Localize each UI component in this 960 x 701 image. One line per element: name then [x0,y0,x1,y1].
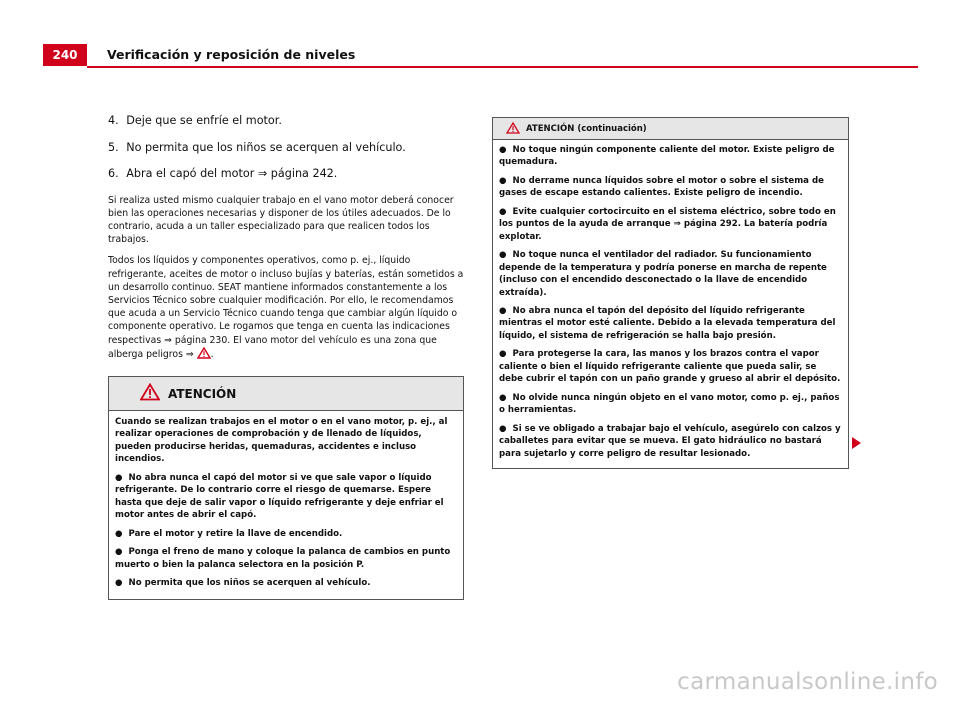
attention-bullet-text: No permita que los niños se acerquen al vehículo. [128,577,371,588]
paragraph-intro: Si realiza usted mismo cualquier trabajo en el vano motor deberá conocer bien las operaciones necesarias y disponer de los útiles adecuados. De lo contrario, acuda a un taller especializado para que realicen todos los trabajos. [108,194,454,246]
attention-bullet-text: Evite cualquier cortocircuito en el sistema eléctrico, sobre todo en los puntos de la ayuda de arranque ⇒ página 292. La batería podría explotar. [499,206,836,242]
attention-bullet: ● No permita que los niños se acerquen al vehículo. [115,577,371,588]
watermark: carmanualsonline.info [677,669,938,695]
step-number: 4. [108,114,119,127]
continue-arrow-icon [852,434,861,453]
left-column [108,114,464,371]
attention-bullet: ● No abra nunca el tapón del depósito del líquido refrigerante mientras el motor esté caliente. Debido a la elevada temperatura del líquido, el sistema de refrigeración se halla bajo presión. [499,305,836,341]
attention-bullet: ● Para protegerse la cara, las manos y los brazos contra el vapor caliente o bien el líquido refrigerante caliente que pueda salir, se debe cubrir el tapón con un paño grande y grueso al abrir el depósito. [499,349,841,385]
attention-bullet: ● No toque nunca el ventilador del radiador. Su funcionamiento depende de la temperatura y podría ponerse en marcha de repente (incluso con el encendido desconectado o la llave de encendido extraída). [499,250,827,298]
attention-continued-box [492,117,849,469]
attention-bullet-text: No derrame nunca líquidos sobre el motor o sobre el sistema de gases de escape estando calientes. Existe peligro de incendio. [499,175,824,199]
attention-continued-title: ATENCIÓN (continuación) [526,123,647,134]
attention-bullet: ● Pare el motor y retire la llave de encendido. [115,528,343,539]
step-text: Deje que se enfríe el motor. [126,114,282,127]
attention-bullet-text: No olvide nunca ningún objeto en el vano motor, como p. ej., paños o herramientas. [499,392,840,416]
attention-bullet: ● Evite cualquier cortocircuito en el sistema eléctrico, sobre todo en los puntos de la ayuda de arranque ⇒ página 292. La batería podría explotar. [499,206,836,242]
attention-bullet-text: Para protegerse la cara, las manos y los brazos contra el vapor caliente o bien el líquido refrigerante caliente que pueda salir, se debe cubrir el tapón con un paño grande y grueso al abrir el depósito. [499,349,841,385]
attention-bullet-text: No abra nunca el tapón del depósito del líquido refrigerante mientras el motor esté caliente. Debido a la elevada temperatura del líquido, el sistema de refrigeración se halla bajo presión. [499,305,836,341]
attention-bullet-text: Ponga el freno de mano y coloque la palanca de cambios en punto muerto o bien la palanca selectora en la posición P. [115,547,451,570]
step-number: 6. [108,167,119,181]
attention-bullet-text: No toque ningún componente caliente del motor. Existe peligro de quemadura. [499,145,835,168]
step-number: 5. [108,140,119,154]
attention-continued-body [493,140,848,468]
paragraph-liquids [108,254,464,363]
attention-bullet: ● No derrame nunca líquidos sobre el motor o sobre el sistema de gases de escape estando calientes. Existe peligro de incendio. [499,175,824,199]
attention-bullet-text: Si se ve obligado a trabajar bajo el vehículo, asegúrelo con calzos y caballetes para evitar que se mueva. El gato hidráulico no bastará para sujetarlo y corre peligro de resultar lesionado. [499,423,841,459]
attention-header [109,377,463,411]
attention-bullet: ● No olvide nunca ningún objeto en el vano motor, como p. ej., paños o herramientas. [499,392,840,416]
attention-bullet-text: Pare el motor y retire la llave de encendido. [128,528,343,539]
paragraph-end: . [210,348,214,360]
attention-bullet: ● Ponga el freno de mano y coloque la palanca de cambios en punto muerto o bien la palanca selectora en la posición P. [115,547,451,570]
step-text: Abra el capó del motor ⇒ página 242. [126,167,338,181]
attention-continued-header [493,118,848,140]
attention-bullet: ● Si se ve obligado a trabajar bajo el vehículo, asegúrelo con calzos y caballetes para evitar que se mueva. El gato hidráulico no bastará para sujetarlo y corre peligro de resultar lesionado. [499,423,841,459]
step-5 [108,141,464,156]
step-4 [108,114,464,129]
attention-bullet: ● No toque ningún componente caliente del motor. Existe peligro de quemadura. [499,145,835,168]
step-text: No permita que los niños se acerquen al vehículo. [126,140,406,154]
page-title: Verificación y reposición de niveles [107,47,356,62]
attention-body [109,411,463,599]
warning-triangle-icon [506,119,520,138]
attention-bullet-text: No abra nunca el capó del motor si ve que sale vapor o líquido refrigerante. De lo contrario corre el riesgo de quemarse. Espere hasta que deje de salir vapor o líquido refrigerante y deje enfriar el motor antes de abrir el capó. [115,472,444,521]
step-6 [108,167,464,182]
attention-bullet-text: No toque nunca el ventilador del radiador. Su funcionamiento depende de la temperatura y podría ponerse en marcha de repente (incluso con el encendido desconectado o la llave de encendido extraída). [499,250,827,298]
paragraph-liquids-text: Todos los líquidos y componentes operativos, como p. ej., líquido refrigerante, aceites de motor o incluso bujías y baterías, están sometidos a un desarrollo continuo. SEAT mantiene informados constantemente a los Servicios Técnico sobre cualquier modificación. Por ello, le recomendamos que acuda a un Servicio Técnico cuando tenga que cambiar algún líquido o componente operativo. Le rogamos que tenga en cuenta las indicaciones respectivas ⇒ página 230. El vano motor del vehículo es una zona que alberga peligros ⇒ [108,255,464,360]
header-rule [87,66,918,68]
attention-box [108,376,464,600]
attention-bullet: ● No abra nunca el capó del motor si ve que sale vapor o líquido refrigerante. De lo contrario corre el riesgo de quemarse. Espere hasta que deje de salir vapor o líquido refrigerante y deje enfriar el motor antes de abrir el capó. [115,472,444,521]
page-number: 240 [43,44,87,66]
warning-triangle-icon [140,383,160,405]
attention-title: ATENCIÓN [168,386,237,401]
attention-intro: Cuando se realizan trabajos en el motor o en el vano motor, p. ej., al realizar operaciones de comprobación y de llenado de líquidos, pueden producirse heridas, quemaduras, accidentes e incluso incendios. [115,417,448,465]
warning-triangle-icon [197,347,211,363]
